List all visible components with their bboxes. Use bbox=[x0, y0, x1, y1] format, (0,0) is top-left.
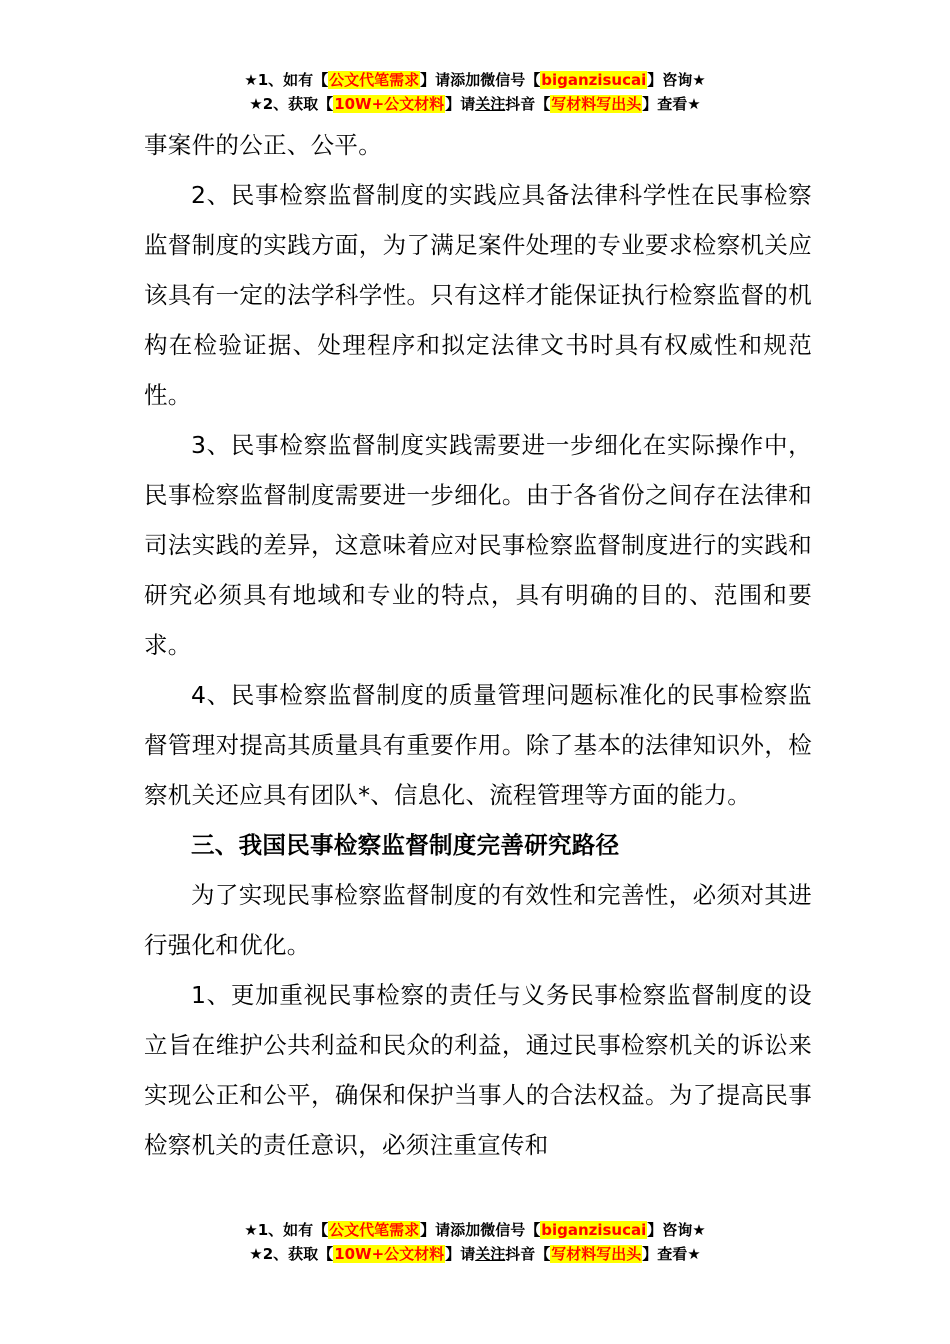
douyin-account: 写材料写出头 bbox=[551, 1245, 642, 1263]
wechat-id: biganzisucai bbox=[541, 71, 647, 89]
header-banner bbox=[0, 68, 950, 116]
header-line-1: ★1、如有【公文代笔需求】请添加微信号【biganzisucai】咨询★ bbox=[244, 71, 706, 89]
douyin-account: 写材料写出头 bbox=[551, 95, 642, 113]
footer-banner bbox=[0, 1218, 950, 1266]
highlight-tag: 10W+公文材料 bbox=[334, 1245, 445, 1263]
highlight-tag: 公文代笔需求 bbox=[329, 1221, 420, 1239]
paragraph: 4、民事检察监督制度的质量管理问题标准化的民事检察监督管理对提高其质量具有重要作用。除了基本的法律知识外，检察机关还应具有团队*、信息化、流程管理等方面的能力。 bbox=[144, 681, 812, 809]
wechat-id: biganzisucai bbox=[541, 1221, 647, 1239]
paragraph: 1、更加重视民事检察的责任与义务民事检察监督制度的设立旨在维护公共利益和民众的利益，通过民事检察机关的诉讼来实现公正和公平，确保和保护当事人的合法权益。为了提高民事检察机关的责任意识，必须注重宣传和 bbox=[144, 981, 812, 1159]
section-heading: 三、我国民事检察监督制度完善研究路径 bbox=[191, 831, 620, 859]
highlight-tag: 10W+公文材料 bbox=[334, 95, 445, 113]
paragraph: 为了实现民事检察监督制度的有效性和完善性，必须对其进行强化和优化。 bbox=[144, 881, 812, 959]
paragraph: 事案件的公正、公平。 bbox=[144, 131, 382, 159]
highlight-tag: 公文代笔需求 bbox=[329, 71, 420, 89]
footer-line-2: ★2、获取【10W+公文材料】请关注抖音【写材料写出头】查看★ bbox=[249, 1245, 701, 1263]
paragraph: 3、民事检察监督制度实践需要进一步细化在实际操作中，民事检察监督制度需要进一步细化。由于各省份之间存在法律和司法实践的差异，这意味着应对民事检察监督制度进行的实践和研究必须具有地域和专业的特点，具有明确的目的、范围和要求。 bbox=[144, 431, 812, 659]
header-line-2: ★2、获取【10W+公文材料】请关注抖音【写材料写出头】查看★ bbox=[249, 95, 701, 113]
footer-line-1: ★1、如有【公文代笔需求】请添加微信号【biganzisucai】咨询★ bbox=[244, 1221, 706, 1239]
document-body bbox=[144, 120, 812, 1170]
paragraph: 2、民事检察监督制度的实践应具备法律科学性在民事检察监督制度的实践方面，为了满足案件处理的专业要求检察机关应该具有一定的法学科学性。只有这样才能保证执行检察监督的机构在检验证据、处理程序和拟定法律文书时具有权威性和规范性。 bbox=[144, 181, 812, 409]
